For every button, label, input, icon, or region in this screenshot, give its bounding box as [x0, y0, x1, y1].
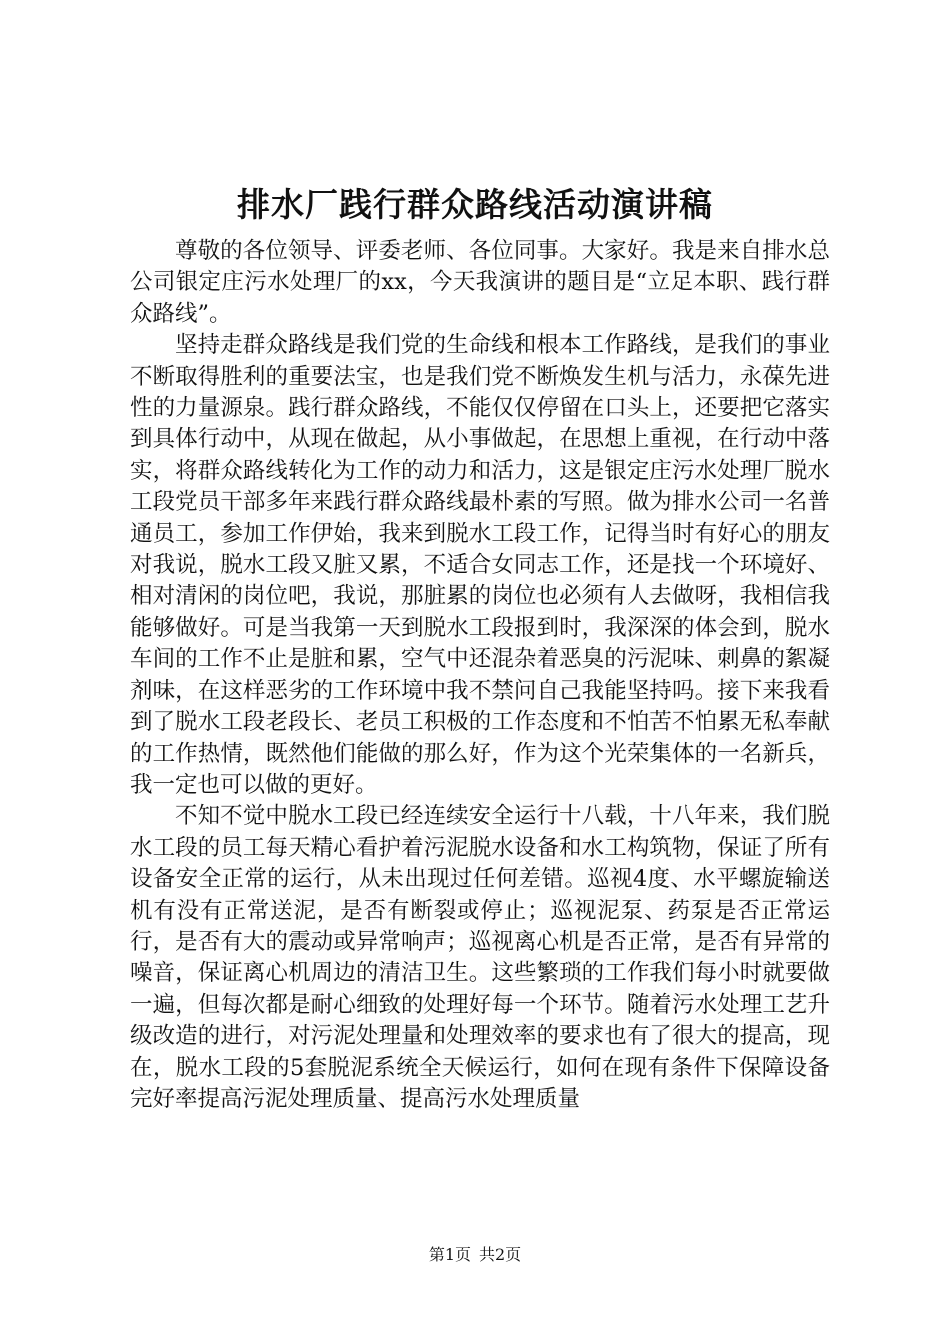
paragraph-dewatering-section: 不知不觉中脱水工段已经连续安全运行十八载，十八年来，我们脱水工段的员工每天精心看护着污泥脱水设备和水工构筑物，保证了所有设备安全正常的运行，从未出现过任何差错。巡视4度、水平螺旋输送机有没有正常送泥，是否有断裂或停止；巡视泥泵、药泵是否正常运行，是否有大的震动或异常响声；巡视离心机是否正常，是否有异常的噪音，保证离心机周边的清洁卫生。这些繁琐的工作我们每小时就要做一遍，但每次都是耐心细致的处理好每一个环节。随着污水处理工艺升级改造的进行，对污泥处理量和处理效率的要求也有了很大的提高，现在，脱水工段的5套脱泥系统全天候运行，如何在现有条件下保障设备完好率提高污泥处理质量、提高污水处理质量	[130, 803, 830, 1112]
document-title: 排水厂践行群众路线活动演讲稿	[237, 185, 713, 224]
paragraph-greeting: 尊敬的各位领导、评委老师、各位同事。大家好。我是来自排水总公司银定庄污水处理厂的xx，今天我演讲的题目是“立足本职、践行群众路线”。	[130, 238, 830, 327]
page-footer	[0, 1244, 950, 1266]
page-number: 第1页	[428, 1245, 471, 1264]
page-total: 共2页	[479, 1245, 522, 1264]
document-body	[130, 236, 830, 1115]
paragraph-mass-line: 坚持走群众路线是我们党的生命线和根本工作路线，是我们的事业不断取得胜利的重要法宝，也是我们党不断焕发生机与活力，永葆先进性的力量源泉。践行群众路线，不能仅仅停留在口头上，还要把它落实到具体行动中，从现在做起，从小事做起，在思想上重视，在行动中落实，将群众路线转化为工作的动力和活力，这是银定庄污水处理厂脱水工段党员干部多年来践行群众路线最朴素的写照。做为排水公司一名普通员工，参加工作伊始，我来到脱水工段工作，记得当时有好心的朋友对我说，脱水工段又脏又累，不适合女同志工作，还是找一个环境好、相对清闲的岗位吧，我说，那脏累的岗位也必须有人去做呀，我相信我能够做好。可是当我第一天到脱水工段报到时，我深深的体会到，脱水车间的工作不止是脏和累，空气中还混杂着恶臭的污泥味、刺鼻的絮凝剂味，在这样恶劣的工作环境中我不禁问自己我能坚持吗。接下来我看到了脱水工段老段长、老员工积极的工作态度和不怕苦不怕累无私奉献的工作热情，既然他们能做的那么好，作为这个光荣集体的一名新兵，我一定也可以做的更好。	[130, 332, 830, 798]
